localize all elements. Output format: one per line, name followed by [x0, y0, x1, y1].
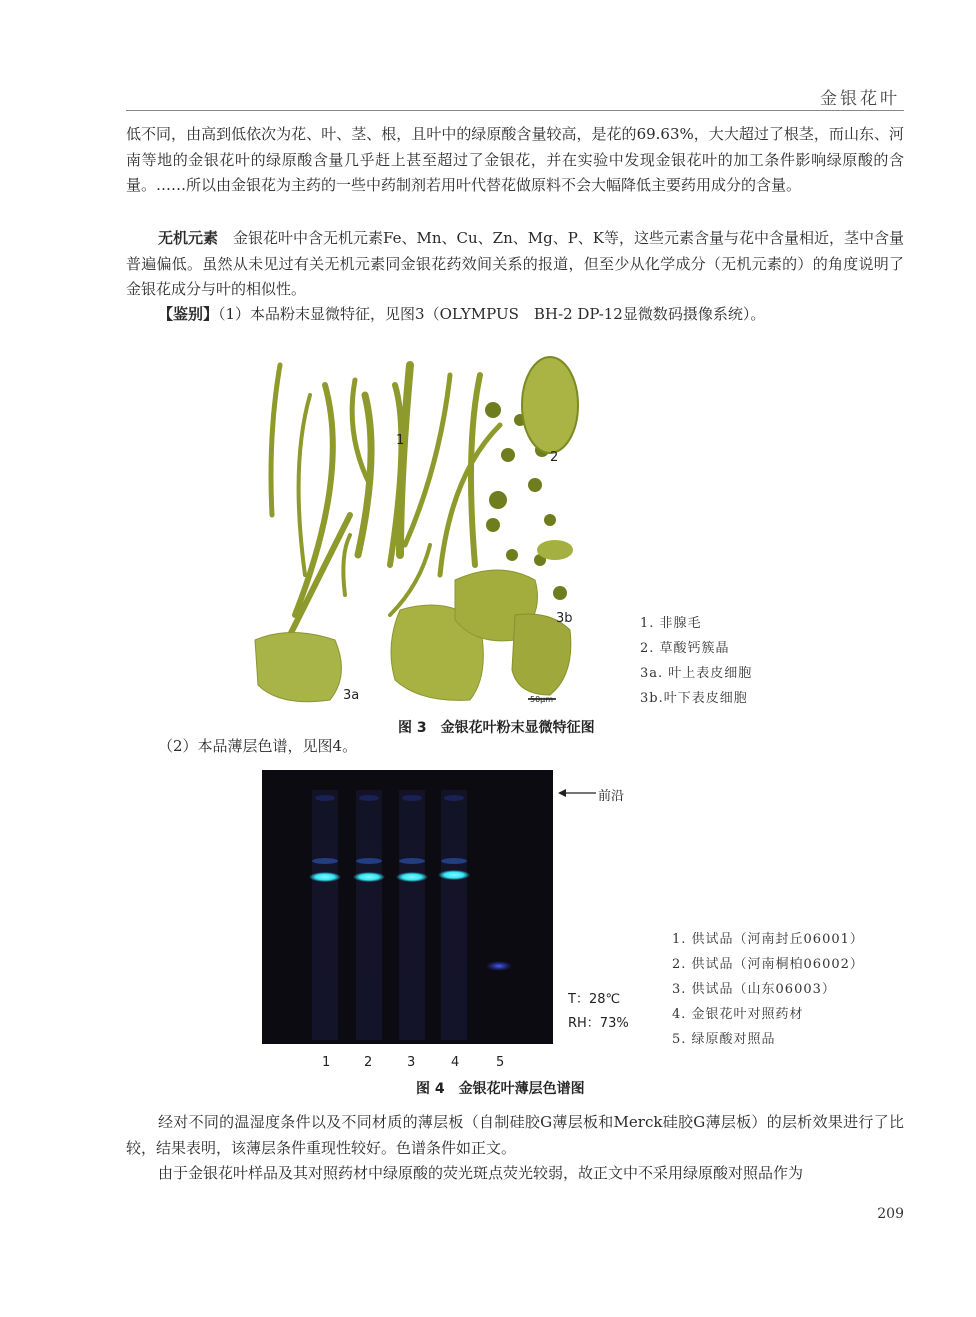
figure3-legend-item: 3a. 叶上表皮细胞 [640, 666, 753, 681]
paragraph-tlc-intro: （2）本品薄层色谱，见图4。 [158, 737, 358, 755]
running-header: 金银花叶 [820, 89, 900, 109]
paragraph-reference-substance: 由于金银花叶样品及其对照药材中绿原酸的荧光斑点荧光较弱，故正文中不采用绿原酸对照品作为 [158, 1164, 804, 1182]
figure4-temperature: T：28℃ [568, 992, 621, 1007]
figure3-micrograph [250, 355, 582, 709]
figure4-lane-number: 2 [364, 1055, 373, 1070]
figure3-label-3a: 3a [343, 688, 360, 703]
figure4-lane-number: 4 [451, 1055, 460, 1070]
figure3-label-1: 1 [396, 433, 405, 448]
figure4-legend-item: 5. 绿原酸对照品 [672, 1032, 776, 1047]
paragraph-tlc-conditions: 经对不同的温湿度条件以及不同材质的薄层板（自制硅胶G薄层板和Merck硅胶G薄层板）的层析效果进行了比较，结果表明，该薄层条件重现性较好。色谱条件如正文。 [126, 1113, 904, 1157]
paragraph-identification-body: （1）本品粉末显微特征，见图3（OLYMPUS BH-2 DP-12显微数码摄像系统）。 [218, 305, 766, 323]
figure3-label-2: 2 [550, 450, 559, 465]
paragraph-heading-identification: 【鉴别】 [158, 305, 219, 323]
paragraph-inorganic-elements [126, 226, 904, 303]
figure4-legend-item: 4. 金银花叶对照药材 [672, 1007, 804, 1022]
figure4-caption: 图 4 金银花叶薄层色谱图 [416, 1081, 585, 1097]
paragraph-heading-inorganic: 无机元素 [158, 229, 219, 247]
figure3-legend-item: 2. 草酸钙簇晶 [640, 641, 730, 656]
figure3-label-3b: 3b [556, 611, 573, 626]
figure3-scale-label: 50μm [530, 695, 554, 704]
figure4-legend-item: 1. 供试品（河南封丘06001） [672, 932, 864, 947]
figure3-legend-item: 3b.叶下表皮细胞 [640, 691, 748, 706]
front-arrow-icon [558, 787, 598, 799]
paragraph-identification [126, 302, 904, 328]
paragraph-inorganic-body: 金银花叶中含无机元素Fe、Mn、Cu、Zn、Mg、P、K等，这些元素含量与花中含量相近，茎中含量普遍偏低。虽然从未见过有关无机元素同金银花药效间关系的报道，但至少从化学成分（无机元素的）的角度说明了金银花成分与叶的相似性。 [126, 229, 904, 298]
figure4-lane-number: 1 [322, 1055, 331, 1070]
figure4-legend-item: 2. 供试品（河南桐柏06002） [672, 957, 864, 972]
figure4-tlc-plate [262, 770, 553, 1044]
figure3-legend-item: 1. 非腺毛 [640, 616, 702, 631]
figure4-humidity: RH：73% [568, 1016, 629, 1031]
page-number: 209 [877, 1206, 904, 1222]
figure3-caption: 图 3 金银花叶粉末显微特征图 [398, 720, 595, 736]
figure4-front-label: 前沿 [598, 789, 625, 804]
figure4-lane-number: 3 [407, 1055, 416, 1070]
header-divider [126, 110, 904, 111]
figure4-legend-item: 3. 供试品（山东06003） [672, 982, 836, 997]
figure4-lane-number: 5 [496, 1055, 505, 1070]
paragraph-chlorogenic-acid: 低不同，由高到低依次为花、叶、茎、根，且叶中的绿原酸含量较高，是花的69.63%，大大超过了根茎，而山东、河南等地的金银花叶的绿原酸含量几乎赶上甚至超过了金银花，并在实验中发现金银花叶的加工条件影响绿原酸的含量。……所以由金银花为主药的一些中药制剂若用叶代替花做原料不会大幅降低主要药用成分的含量。 [126, 125, 904, 194]
